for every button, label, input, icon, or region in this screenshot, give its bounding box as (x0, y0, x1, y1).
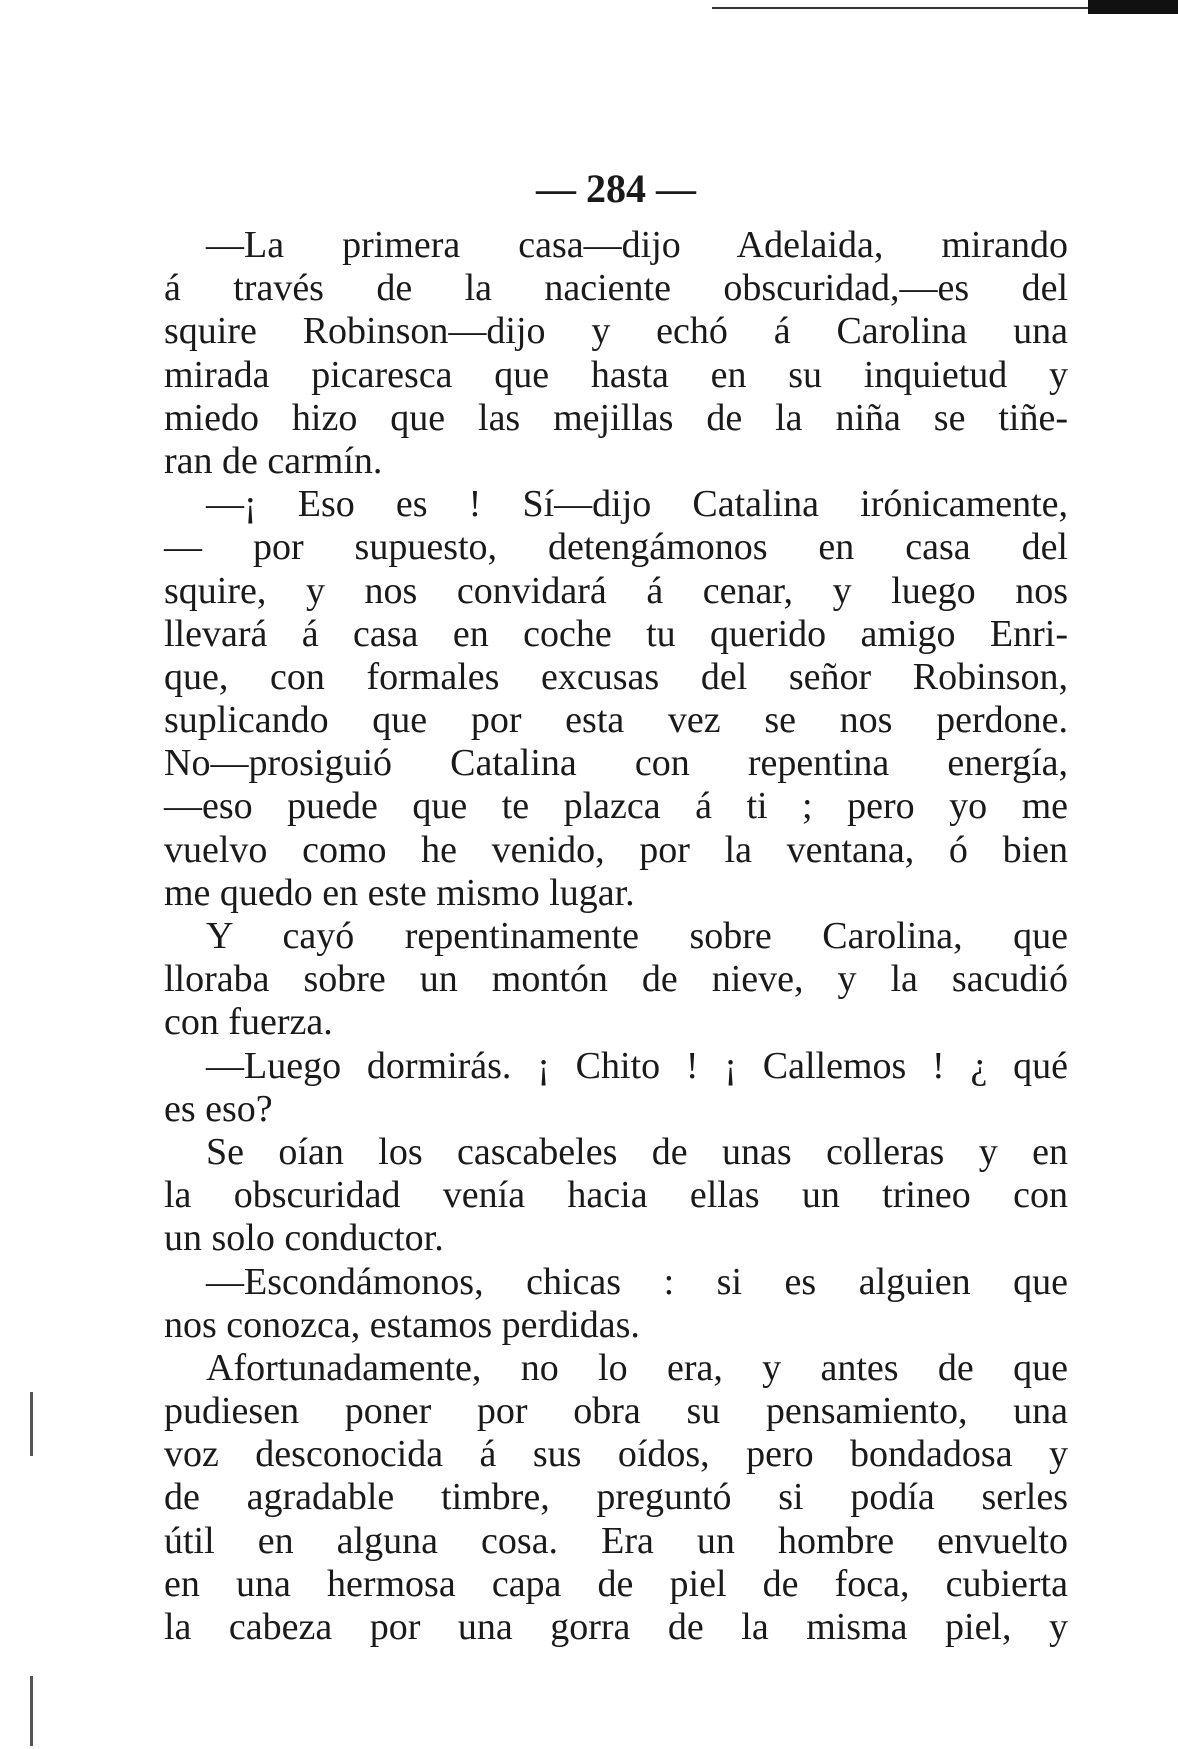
text-line: un solo conductor. (164, 1217, 444, 1260)
text-line: Afortunadamente, no lo era, y antes de que (206, 1346, 1068, 1389)
text-line: vuelvo como he venido, por la ventana, ó bien (164, 828, 1068, 871)
text-line: la obscuridad venía hacia ellas un trineo con (164, 1174, 1068, 1217)
text-line: pudiesen poner por obra su pensamiento, una (164, 1390, 1068, 1433)
text-line: suplicando que por esta vez se nos perdone. (164, 699, 1068, 742)
text-line: en una hermosa capa de piel de foca, cubierta (164, 1562, 1068, 1605)
text-line: mirada picaresca que hasta en su inquietud y (164, 353, 1068, 396)
text-line: —Escondámonos, chicas : si es alguien que (206, 1260, 1068, 1303)
body-text (164, 224, 1068, 1649)
text-line: nos conozca, estamos perdidas. (164, 1303, 640, 1346)
text-line: Se oían los cascabeles de unas colleras y en (206, 1130, 1068, 1173)
top-rule-decoration (712, 0, 1178, 16)
text-line: es eso? (164, 1087, 273, 1130)
text-line: útil en alguna cosa. Era un hombre envuelto (164, 1519, 1068, 1562)
text-line: lloraba sobre un montón de nieve, y la sacudió (164, 958, 1068, 1001)
text-line: —Luego dormirás. ¡ Chito ! ¡ Callemos ! ¿ qué (206, 1044, 1068, 1087)
text-line: — por supuesto, detengámonos en casa del (164, 526, 1068, 569)
top-rule-thick-bar (1088, 0, 1178, 14)
text-line: me quedo en este mismo lugar. (164, 871, 635, 914)
text-line: de agradable timbre, preguntó si podía serles (164, 1476, 1068, 1519)
text-line: la cabeza por una gorra de la misma piel, y (164, 1606, 1068, 1648)
text-line: squire Robinson—dijo y echó á Carolina una (164, 310, 1068, 353)
text-line: —La primera casa—dijo Adelaida, mirando (206, 224, 1068, 266)
text-line: llevará á casa en coche tu querido amigo Enri- (164, 612, 1068, 655)
text-line: No—prosiguió Catalina con repentina energía, (164, 742, 1068, 785)
margin-scan-mark (30, 1676, 33, 1746)
book-page (164, 160, 1068, 1649)
text-line: Y cayó repentinamente sobre Carolina, que (206, 915, 1068, 957)
text-line: con fuerza. (164, 1001, 333, 1044)
text-line: squire, y nos convidará á cenar, y luego nos (164, 569, 1068, 612)
text-line: —eso puede que te plazca á ti ; pero yo me (164, 785, 1068, 828)
text-line: ran de carmín. (164, 439, 383, 482)
page-number: — 284 — (536, 166, 696, 211)
text-line: —¡ Eso es ! Sí—dijo Catalina irónicamente, (206, 483, 1068, 526)
text-line: que, con formales excusas del señor Robinson, (164, 655, 1068, 698)
text-line: miedo hizo que las mejillas de la niña se tiñe- (164, 396, 1068, 439)
text-line: voz desconocida á sus oídos, pero bondadosa y (164, 1433, 1068, 1476)
margin-scan-mark (30, 1392, 33, 1456)
text-line: á través de la naciente obscuridad,—es del (164, 267, 1068, 310)
